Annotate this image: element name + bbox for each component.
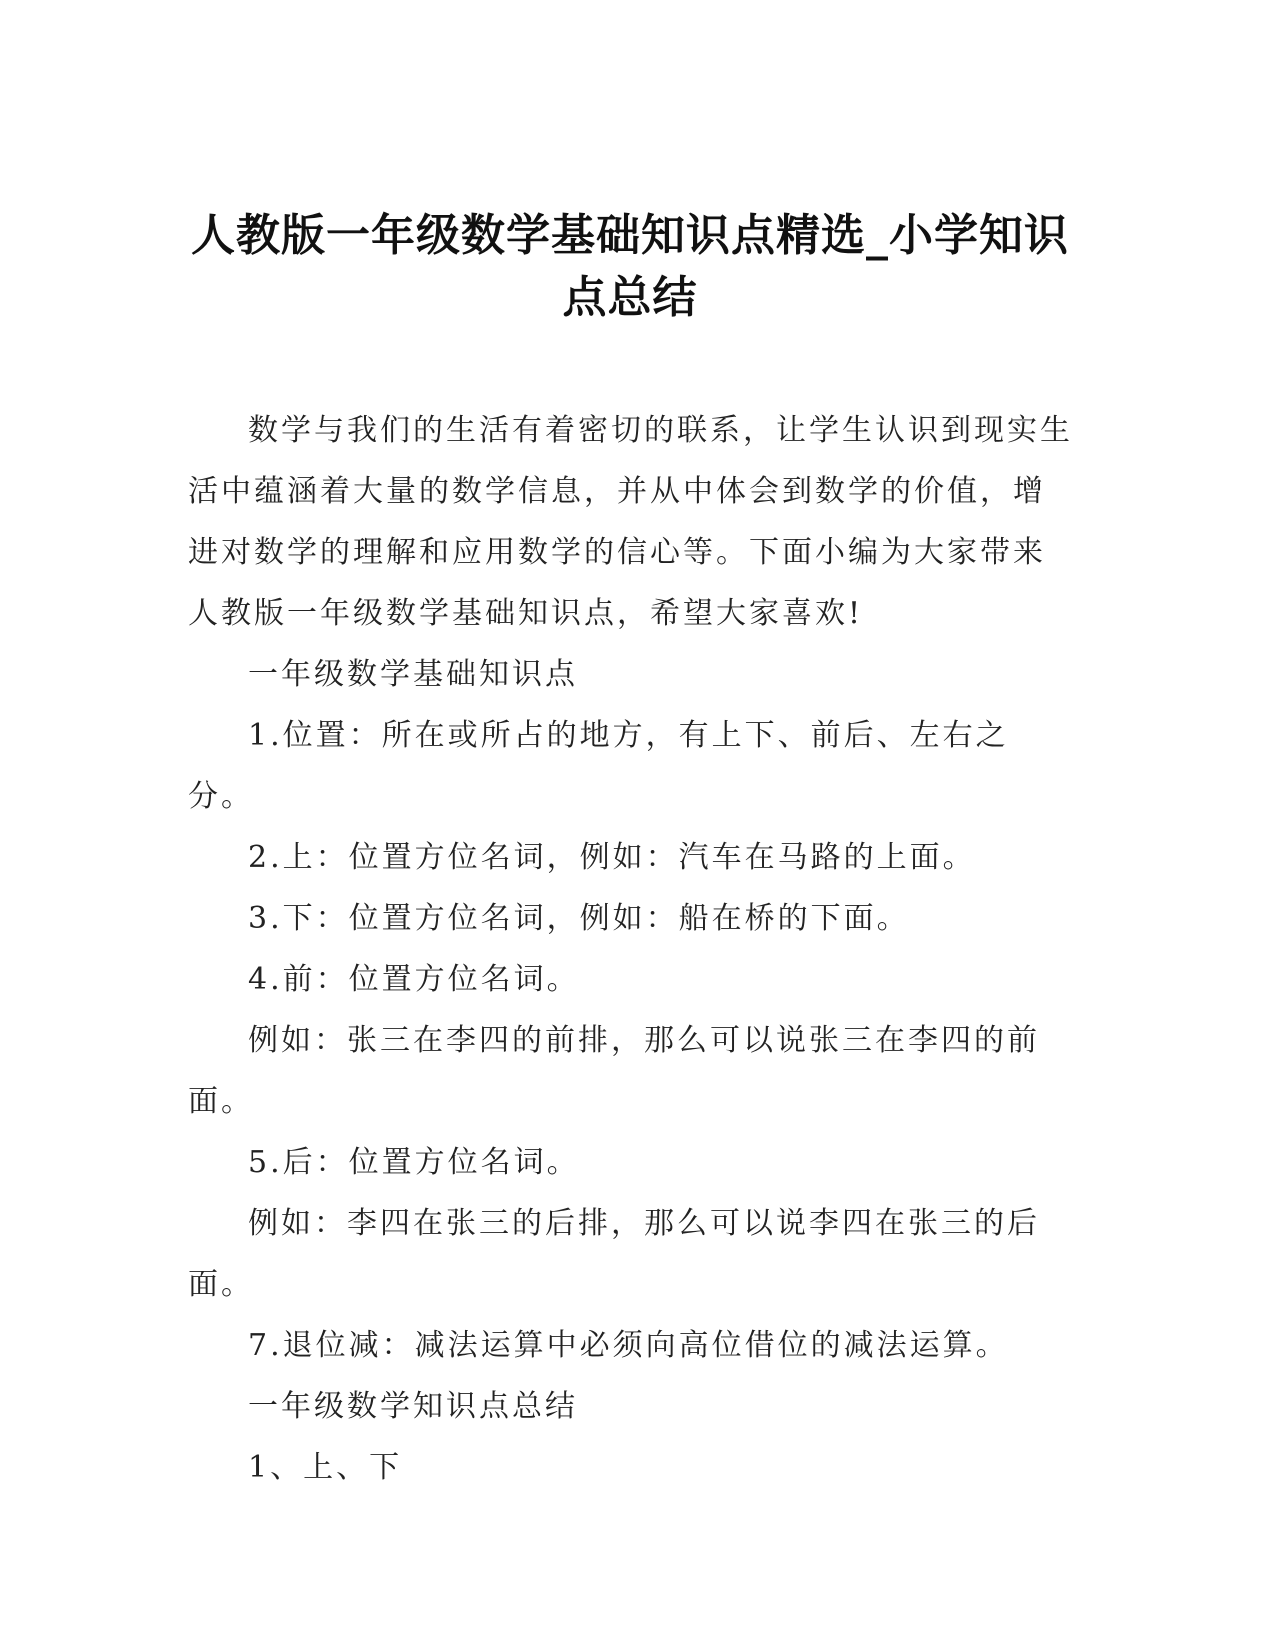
list-item-position: 1.位置：所在或所占的地方，有上下、前后、左右之分。 (188, 718, 1009, 814)
intro-paragraph: 数学与我们的生活有着密切的联系，让学生认识到现实生活中蕴涵着大量的数学信息，并从中体会到数学的价值，增进对数学的理解和应用数学的信心等。下面小编为大家带来人教版一年级数学基础知识点，希望大家喜欢! (188, 413, 1073, 631)
summary-item-1: 1、上、下 (248, 1450, 403, 1485)
title-line-2: 点总结 (562, 272, 698, 323)
document-body (188, 400, 1073, 1498)
example-back: 例如：李四在张三的后排，那么可以说李四在张三的后面。 (188, 1206, 1040, 1302)
title-line-1: 人教版一年级数学基础知识点精选_小学知识 (191, 210, 1069, 261)
section-heading-summary: 一年级数学知识点总结 (248, 1389, 578, 1424)
example-front: 例如：张三在李四的前排，那么可以说张三在李四的前面。 (188, 1023, 1040, 1119)
list-item-front: 4.前：位置方位名词。 (248, 962, 580, 997)
list-item-back: 5.后：位置方位名词。 (248, 1145, 580, 1180)
list-item-down: 3.下：位置方位名词，例如：船在桥的下面。 (248, 901, 910, 936)
list-item-borrow-subtraction: 7.退位减：减法运算中必须向高位借位的减法运算。 (248, 1328, 1009, 1363)
document-title (180, 205, 1080, 329)
section-heading-basics: 一年级数学基础知识点 (248, 657, 578, 692)
list-item-up: 2.上：位置方位名词，例如：汽车在马路的上面。 (248, 840, 976, 875)
